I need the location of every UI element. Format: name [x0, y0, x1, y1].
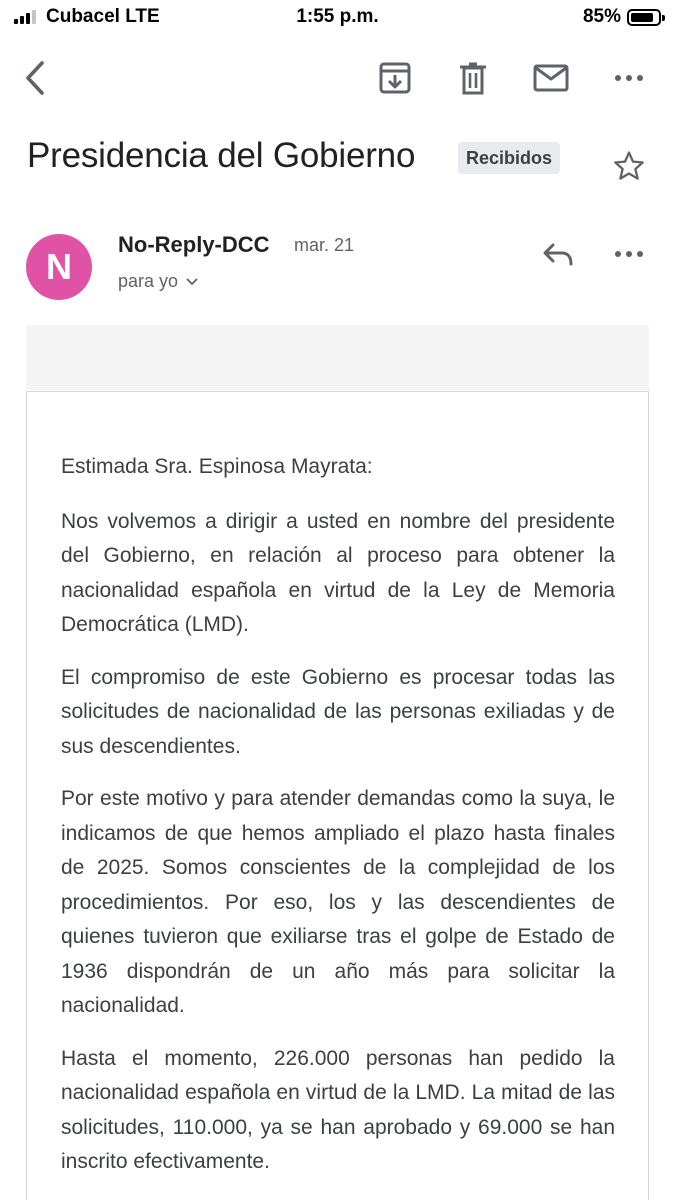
- reply-icon: [542, 242, 574, 266]
- email-paragraph: Hasta el momento, 226.000 personas han pedido la nacionalidad española en virtud de la LMD. La mitad de las solicitudes, 110.000, ya se han aprobado y 69.000 se han inscrito efectivamente.: [61, 1046, 615, 1173]
- archive-button[interactable]: [373, 56, 417, 100]
- recipient-label: para yo: [118, 271, 179, 291]
- message-more-button[interactable]: [607, 232, 651, 276]
- battery-fill: [631, 13, 653, 22]
- trash-icon: [458, 61, 488, 95]
- mail-icon: [533, 64, 569, 92]
- email-body: [61, 450, 615, 1198]
- more-icon: [614, 74, 644, 82]
- delete-button[interactable]: [451, 56, 495, 100]
- more-icon: [614, 250, 644, 258]
- carrier-label: Cubacel LTE: [46, 6, 160, 27]
- avatar[interactable]: N: [26, 234, 92, 300]
- back-button[interactable]: [14, 56, 58, 100]
- inbox-label-chip[interactable]: Recibidos: [458, 142, 560, 174]
- email-subject: Presidencia del Gobierno: [27, 136, 416, 175]
- email-greeting: Estimada Sra. Espinosa Mayrata:: [61, 455, 373, 478]
- back-icon: [22, 60, 50, 96]
- status-bar: [0, 0, 675, 36]
- email-paragraph: Por este motivo y para atender demandas como la suya, le indicamos de que hemos ampliado el plazo hasta finales de 2025. Somos conscientes de la complejidad de los procedimientos. Por eso, los y las descendientes de quienes tuvieron que exiliarse tras el golpe de Estado de 1936 dispondrán de un año más para solicitar la nacionalidad.: [61, 787, 615, 1017]
- email-paragraph: Nos volvemos a dirigir a usted en nombre del presidente del Gobierno, en relación al proceso para obtener la nacionalidad española en virtud de la Ley de Memoria Democrática (LMD).: [61, 509, 615, 636]
- email-toolbar: [0, 50, 675, 106]
- battery-icon: [627, 9, 661, 26]
- status-time: 1:55 p.m.: [296, 6, 379, 27]
- email-paragraph: El compromiso de este Gobierno es procesar todas las solicitudes de nacionalidad de las personas exiliadas y de sus descendientes.: [61, 665, 615, 758]
- archive-icon: [378, 61, 412, 95]
- star-button[interactable]: [609, 146, 649, 186]
- sender-name[interactable]: No-Reply-DCC: [118, 232, 270, 257]
- battery-percent: 85%: [582, 6, 621, 27]
- recipient-details-toggle[interactable]: [118, 271, 198, 292]
- email-header-band: [26, 325, 649, 390]
- more-options-button[interactable]: [607, 56, 651, 100]
- sent-date: mar. 21: [294, 235, 355, 255]
- chevron-down-icon: [186, 278, 198, 286]
- mark-unread-button[interactable]: [529, 56, 573, 100]
- reply-button[interactable]: [536, 232, 580, 276]
- star-icon: [612, 149, 646, 183]
